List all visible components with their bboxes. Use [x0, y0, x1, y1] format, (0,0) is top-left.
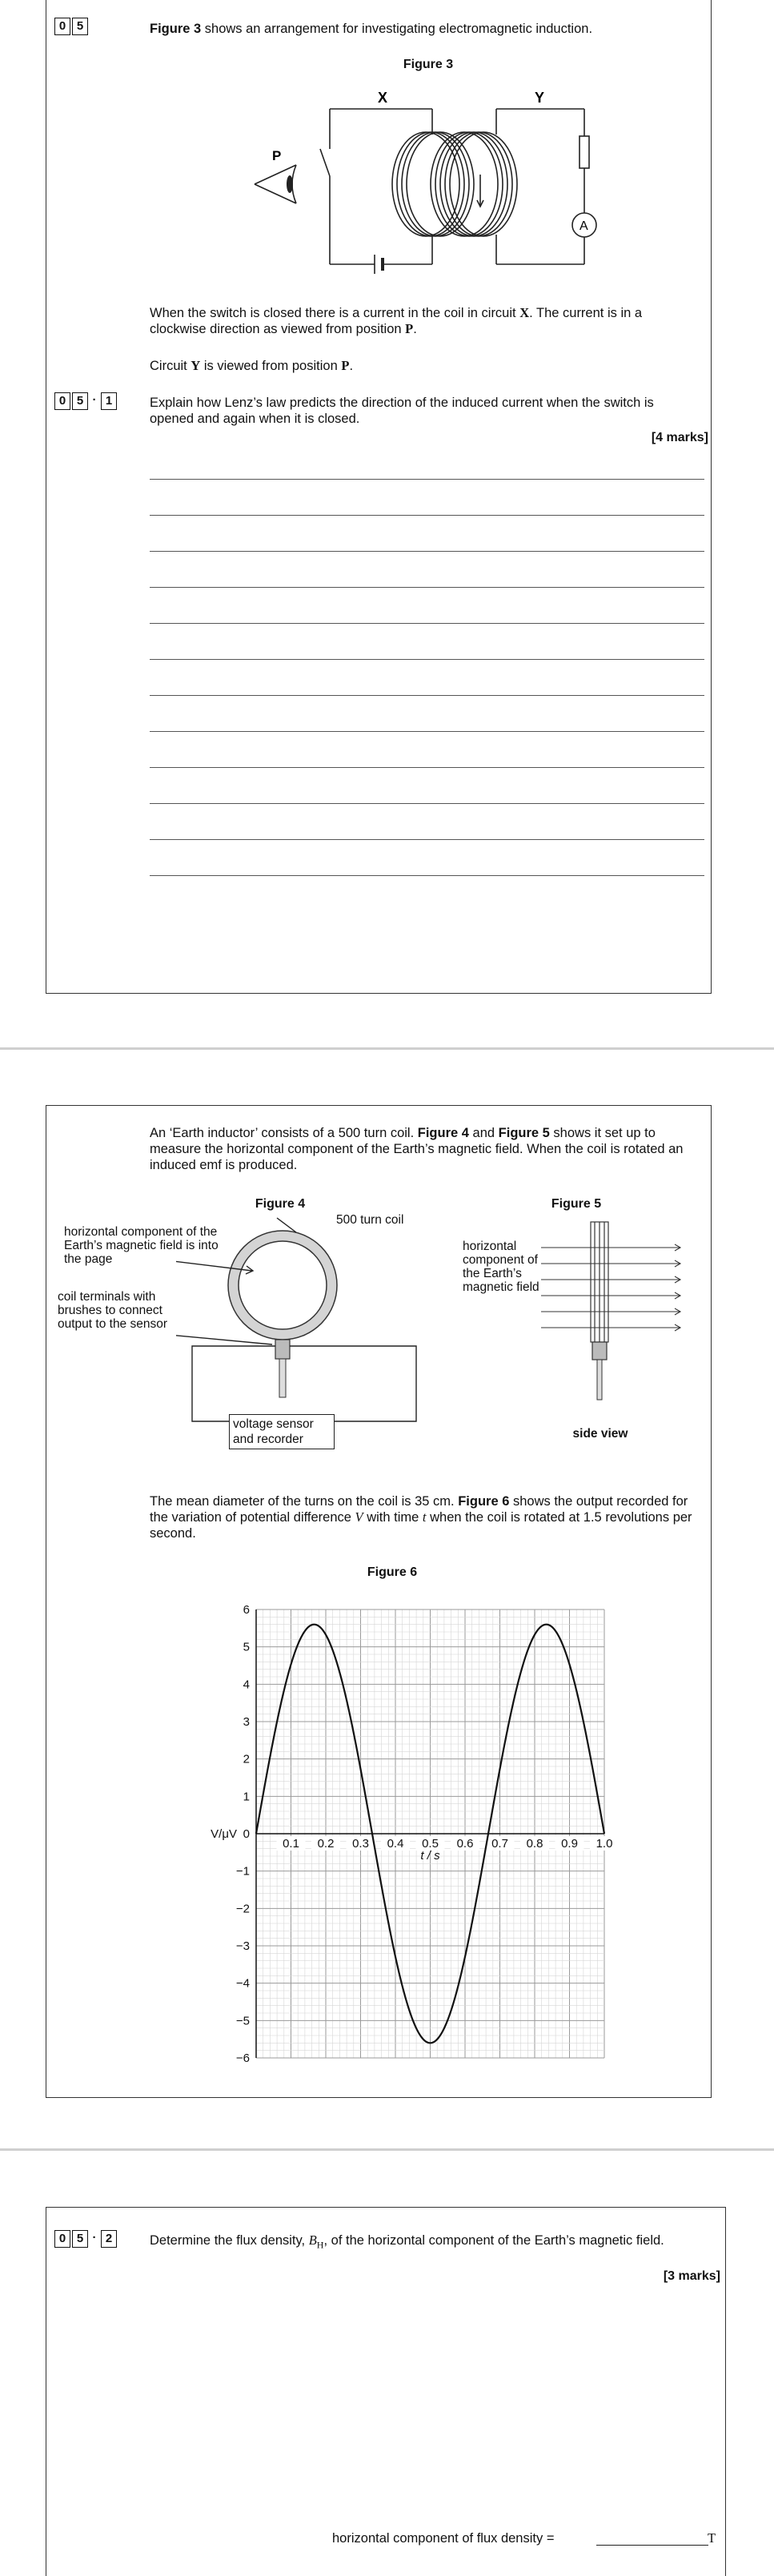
question-number-05 — [54, 18, 90, 35]
y-tick-label: 6 — [243, 1603, 250, 1617]
answer-line[interactable] — [150, 803, 704, 804]
x-tick-label: 0.3 — [352, 1837, 369, 1851]
y-tick-label: −1 — [235, 1864, 250, 1879]
y-tick-label: −4 — [235, 1976, 250, 1991]
text: Determine the flux density, — [150, 2233, 309, 2248]
answer-line[interactable] — [150, 587, 704, 588]
answer-line[interactable] — [150, 695, 704, 696]
digit: 0 — [54, 2230, 70, 2248]
figure-5-diagram — [536, 1217, 696, 1409]
field-label: horizontal component of the Earth’s magnetic field — [463, 1240, 541, 1294]
axle — [279, 1359, 286, 1397]
q1-para2 — [150, 358, 702, 374]
text: Circuit — [150, 359, 191, 373]
brush-block — [592, 1342, 607, 1360]
q1-1-marks: [4 marks] — [651, 431, 708, 444]
text: , of the horizontal component of the Earth’s magnetic field. — [323, 2233, 664, 2248]
x-tick-label: 0.5 — [422, 1837, 439, 1851]
answer-input-line[interactable] — [596, 2545, 708, 2546]
figure-6-caption: Figure 6 — [367, 1565, 418, 1579]
digit: 0 — [54, 18, 70, 35]
q2-2-marks: [3 marks] — [663, 2269, 720, 2283]
y-tick-label: −6 — [235, 2052, 250, 2065]
page-separator — [0, 1047, 774, 1050]
x-axis-label: t / s — [420, 1849, 440, 1863]
q1-intro — [150, 21, 702, 37]
resistor — [579, 136, 589, 168]
coil-terminals-label: coil terminals with brushes to connect output to the sensor — [58, 1290, 168, 1331]
horizontal-component-label: horizontal component of the Earth’s magnetic field is into the page — [64, 1225, 219, 1266]
answer-line[interactable] — [150, 551, 704, 552]
y-tick-label: 5 — [243, 1640, 250, 1654]
q1-para1 — [150, 305, 702, 337]
leader-line — [277, 1218, 296, 1232]
dot: · — [92, 393, 97, 407]
digit: 1 — [101, 392, 117, 410]
coil-inner — [239, 1241, 327, 1329]
answer-line[interactable] — [150, 731, 704, 732]
text: B — [308, 2232, 317, 2248]
label-y: Y — [535, 90, 545, 106]
text: Figure 4 — [417, 1126, 469, 1140]
voltage-sensor-box — [229, 1414, 335, 1449]
label-p: P — [272, 148, 282, 163]
x-tick-label: 1.0 — [596, 1837, 613, 1851]
page-3 — [46, 2207, 726, 2576]
answer-line[interactable] — [150, 623, 704, 624]
answer-line[interactable] — [150, 767, 704, 768]
y-tick-label: 2 — [243, 1752, 250, 1766]
y-tick-label: 3 — [243, 1715, 250, 1729]
text: t — [422, 1509, 427, 1525]
answer-line[interactable] — [150, 479, 704, 480]
label-x: X — [378, 90, 388, 106]
text: shows the output recorded for the variation of potential difference — [150, 1494, 688, 1525]
switch-blade — [320, 149, 330, 176]
x-tick-label: 0.2 — [317, 1837, 335, 1851]
text: When the switch is closed there is a current in the coil in circuit — [150, 306, 520, 320]
intro-rest: shows an arrangement for investigating electromagnetic induction. — [201, 22, 593, 36]
answer-line[interactable] — [150, 515, 704, 516]
text: P — [341, 358, 350, 373]
digit: 5 — [72, 392, 88, 410]
answer-line[interactable] — [150, 659, 704, 660]
answer-label: horizontal component of flux density = — [332, 2531, 555, 2546]
x-tick-label: 0.7 — [491, 1837, 508, 1851]
page-separator — [0, 2148, 774, 2151]
ammeter-label: A — [579, 219, 588, 233]
y-tick-label: −2 — [235, 1902, 250, 1916]
intro-bold: Figure 3 — [150, 22, 202, 36]
text: V — [355, 1509, 363, 1525]
figure-4-caption: Figure 4 — [255, 1197, 306, 1211]
x-tick-label: 0.6 — [456, 1837, 474, 1851]
x-tick-label: 0.8 — [526, 1837, 543, 1851]
wire — [192, 1346, 275, 1421]
figure-6-chart — [120, 1589, 616, 2082]
wire — [290, 1346, 416, 1421]
coil-label: 500 turn coil — [336, 1213, 404, 1227]
axle — [597, 1360, 602, 1400]
y-tick-label: −3 — [235, 1939, 250, 1953]
question-number-05-2 — [54, 2230, 118, 2248]
y-tick-label: 1 — [243, 1790, 250, 1804]
text: X — [519, 305, 530, 320]
text: . The current is in a clockwise direction as viewed from position — [150, 306, 643, 336]
side-view-label: side view — [572, 1427, 628, 1441]
text: The mean diameter of the turns on the coil is 35 cm. — [150, 1494, 459, 1509]
digit: 0 — [54, 392, 70, 410]
x-tick-label: 0.9 — [561, 1837, 578, 1851]
figure-3-diagram — [240, 86, 616, 287]
text: shows it set up to measure the horizontal component of the Earth’s magnetic field. When the coil is rotated an induced emf is produced. — [150, 1126, 684, 1172]
text: with time — [363, 1510, 423, 1525]
figure-3-caption: Figure 3 — [403, 58, 454, 71]
text: when the coil is rotated at 1.5 revolutions per second. — [150, 1510, 692, 1541]
answer-unit: T — [708, 2530, 716, 2546]
q1-1-question: Explain how Lenz’s law predicts the direction of the induced current when the switch is opened and again when it is closed. — [150, 396, 654, 426]
text: is viewed from position — [200, 359, 342, 373]
text: P — [405, 321, 414, 336]
x-tick-label: 0.1 — [283, 1837, 299, 1851]
y-tick-label: 4 — [243, 1678, 250, 1692]
sensor-line-2: and recorder — [233, 1433, 303, 1446]
brush-block — [275, 1340, 290, 1359]
answer-line[interactable] — [150, 839, 704, 840]
text: Figure 6 — [458, 1494, 510, 1509]
digit: 5 — [72, 2230, 88, 2248]
text: . — [413, 322, 417, 336]
figure-5-caption: Figure 5 — [551, 1197, 602, 1211]
q2-para1 — [150, 1125, 702, 1173]
eye-pupil — [287, 175, 293, 193]
digit: 5 — [72, 18, 88, 35]
text: and — [468, 1126, 499, 1140]
text: An ‘Earth inductor’ consists of a 500 turn coil. — [150, 1126, 418, 1140]
q2-para2 — [150, 1493, 702, 1541]
question-number-05-1 — [54, 392, 118, 410]
dot: · — [92, 2231, 97, 2244]
x-tick-label: 0.4 — [387, 1837, 404, 1851]
text: Figure 5 — [498, 1126, 550, 1140]
sensor-line-1: voltage sensor — [233, 1417, 314, 1431]
text: . — [349, 359, 354, 373]
text: Y — [190, 358, 201, 373]
y-tick-label: −5 — [235, 2014, 250, 2028]
y-axis-label: V/μV — [211, 1827, 237, 1841]
leader-line — [176, 1333, 272, 1344]
q2-2-question — [150, 2232, 678, 2252]
digit: 2 — [101, 2230, 117, 2248]
y-tick-label: 0 — [243, 1827, 250, 1841]
text: H — [316, 2239, 324, 2251]
answer-line[interactable] — [150, 875, 704, 876]
